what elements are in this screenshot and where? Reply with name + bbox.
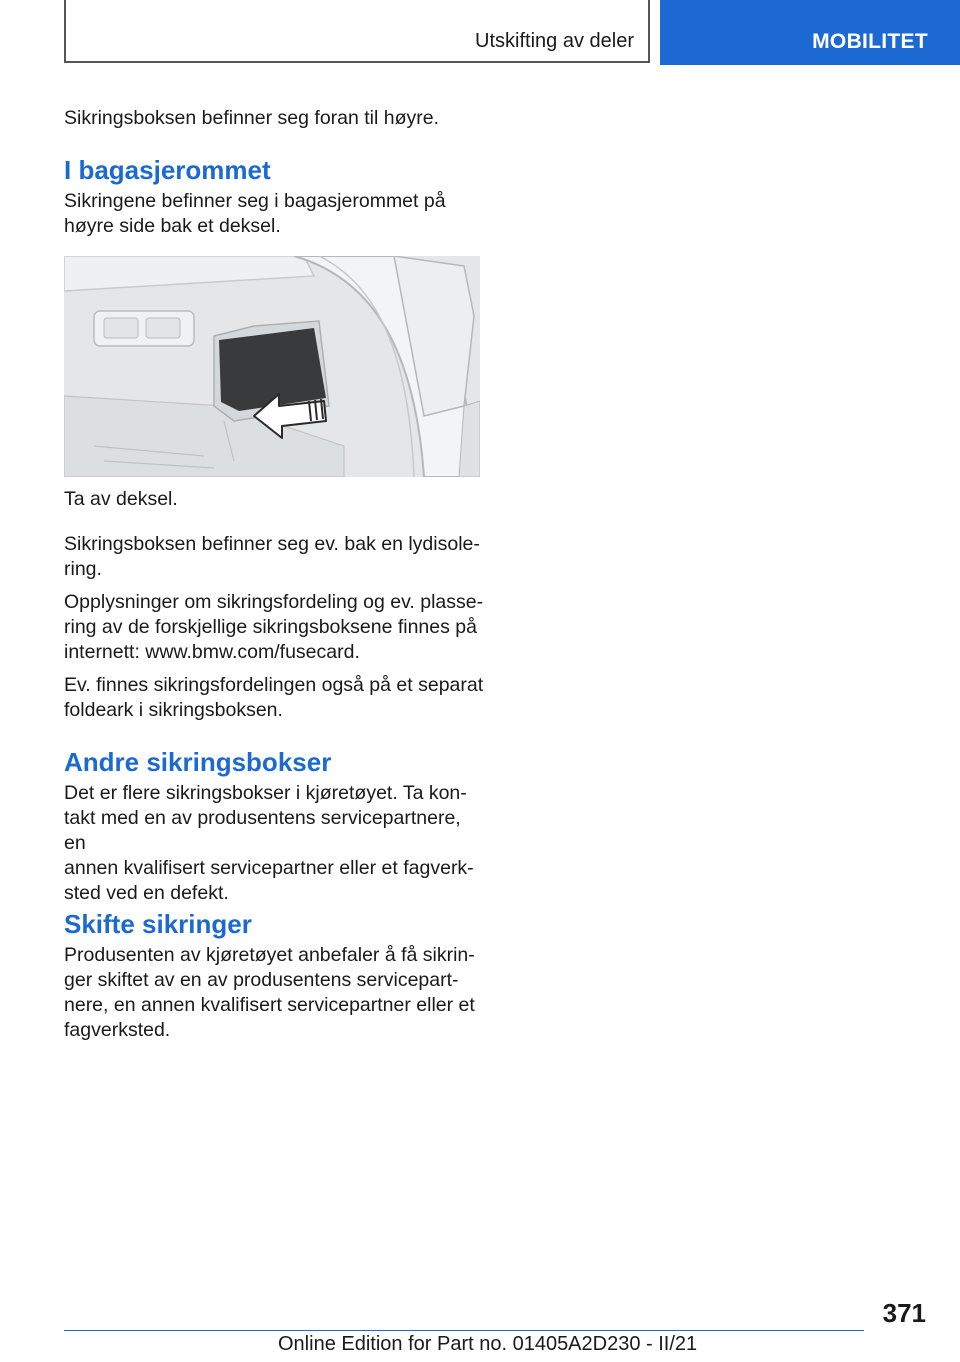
section-bagasjerommet (64, 154, 484, 239)
header-frame (64, 0, 650, 63)
paragraph: Det er flere sikringsbokser i kjøretøyet. Ta kon- takt med en av produsentens servicepartnere, en annen kvalifisert servicepartner eller et fagverk- sted ved en defekt. (64, 782, 474, 904)
section-heading: I bagasjerommet (64, 155, 271, 185)
chapter-tab (660, 0, 960, 65)
page-number: 371 (882, 1298, 926, 1328)
intro-text: Sikringsboksen befinner seg foran til høyre. (64, 107, 440, 129)
section-bagasjerommet-body (64, 487, 484, 723)
section-andre-sikringsbokser (64, 746, 484, 906)
section-heading: Skifte sikringer (64, 909, 252, 939)
section-title: Utskifting av deler (475, 30, 634, 52)
paragraph: Sikringsboksen befinner seg ev. bak en lydisole- ring. (64, 533, 480, 580)
chapter-title: MOBILITET (812, 30, 928, 53)
section-heading: Andre sikringsbokser (64, 747, 332, 777)
paragraph: Produsenten av kjøretøyet anbefaler å få sikrin- ger skiftet av en av produsentens servicepart- nere, en annen kvalifisert servicepartner eller et fagverksted. (64, 944, 475, 1041)
paragraph: Sikringene befinner seg i bagasjerommet på høyre side bak et deksel. (64, 190, 446, 237)
trunk-fusebox-illustration (64, 256, 480, 477)
paragraph: Opplysninger om sikringsfordeling og ev. plasse- ring av de forskjellige sikringsboksene finnes på internett: www.bmw.com/fusecard. (64, 591, 484, 663)
edition-note: Online Edition for Part no. 01405A2D230 - II/21 (278, 1333, 698, 1355)
section-skifte-sikringer (64, 908, 484, 1043)
footer-divider (64, 1330, 864, 1331)
paragraph: Ev. finnes sikringsfordelingen også på et separat foldeark i sikringsboksen. (64, 674, 484, 721)
figure-caption: Ta av deksel. (64, 488, 178, 510)
